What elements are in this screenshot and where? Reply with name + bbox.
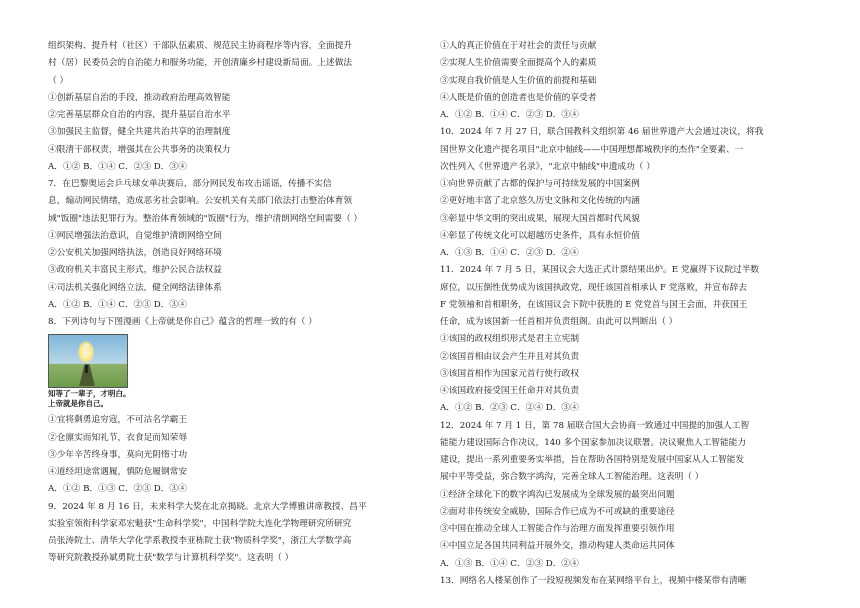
q10-stem-line: 10．2024 年 7 月 27 日，联合国教科文组织第 46 届世界遗产大会通过决议，将我 — [440, 127, 764, 138]
q11-option: ③该国首相作为国家元首行使行政权 — [440, 368, 579, 379]
q6-option: ②完善基层群众自治的内容，提升基层自治水平 — [48, 110, 231, 120]
q7-stem-line: 息，煽动网民情绪，造成恶劣社会影响。公安机关有关部门依法打击整治体育领 — [48, 196, 353, 207]
q9-option: ②实现人生价值需要全面提高个人的素质 — [440, 58, 597, 69]
q9-answer-choices: A．①② B．①④ C．②③ D．③④ — [440, 110, 579, 120]
cartoon-caption-line: 知等了一辈子，才明白。 — [48, 389, 131, 399]
q8-option: ④道经坦途常遇履，慎防危履钢常安 — [48, 467, 187, 477]
q12-option: ②面对非传统安全威胁，国际合作已成为不可或缺的重要途径 — [440, 506, 675, 517]
q7-option: ①网民增强法治意识，自觉维护清朗网络空间 — [48, 230, 222, 241]
q9-option: ①人的真正价值在于对社会的责任与贡献 — [440, 41, 597, 51]
q12-stem-line: 建设，提出一系列重要务实举措，旨在帮助各国特别是发展中国家从人工智能发 — [440, 455, 745, 465]
q9-stem-line: 员张涛院士、清华大学化学系教授李亚栋院士获"物质科学奖"，浙江大学数学高 — [48, 536, 352, 546]
q10-stem-line: 国世界文化遗产提名项目"北京中轴线——中国理想都城秩序的杰作"全要素、一 — [440, 144, 744, 155]
q6-stem-line: 组织架构、提升村（社区）干部队伍素质、规范民主协商程序等内容，全面提升 — [48, 41, 353, 51]
right-column — [440, 38, 785, 590]
q10-answer-choices: A．①③ B．①④ C．②③ D．②④ — [440, 248, 579, 258]
q10-option: ④彰显了传统文化可以超越历史条件，具有永恒价值 — [440, 230, 640, 241]
q10-option: ③彰显中华文明的突出成果，展现大国首都时代风貌 — [440, 213, 640, 224]
q8-answer-choices: A．①② B．①③ C．②③ D．③④ — [48, 484, 187, 495]
q8-option: ①宜将剩勇追穷寇，不可沽名学霸王 — [48, 415, 187, 426]
q6-stem-line: 村（居）民委员会的自治能力和服务功能，开创清廉乡村建设新局面。上述做法 — [48, 58, 353, 69]
q8-option: ②仓廪实而知礼节，衣食足而知荣辱 — [48, 432, 187, 443]
q10-option: ①向世界贡献了古都的保护与可持续发展的中国案例 — [440, 179, 640, 189]
q7-option: ②公安机关加强网络执法，创造良好网络环境 — [48, 248, 222, 258]
q11-option: ①该国的政权组织形式是君主立宪制 — [440, 334, 579, 345]
q12-stem-line: 展中平等受益，弥合数字鸿沟，完善全球人工智能治理。这表明（ ） — [440, 472, 704, 483]
q11-stem-line: 11．2024 年 7 月 5 日，某国议会大选正式计票结果出炉。E 党赢得下议院过半数 — [440, 265, 760, 276]
left-column — [48, 38, 393, 568]
cartoon-caption — [48, 389, 393, 409]
q10-option: ②更好地丰富了北京悠久历史文脉和文化传统的内涵 — [440, 196, 640, 207]
q7-answer-choices: A．①② B．①④ C．②③ D．③④ — [48, 299, 187, 310]
q12-stem-line: 能能力建设国际合作决议，140 多个国家参加决议联署。决议聚焦人工智能能力 — [440, 437, 747, 448]
q7-stem-line: 7．在巴黎奥运会乒乓球女单决赛后，部分网民发布攻击谣谣，传播不实信 — [48, 179, 332, 189]
q8-option: ③少年辛苦终身事，莫向光阴惰寸功 — [48, 449, 187, 460]
cartoon-image — [48, 334, 128, 388]
q11-stem-line: 席位，以压倒性优势成为该国执政党，现任该国首相承认 F 党落败，并宣布辞去 — [440, 282, 747, 293]
q9-stem-line: 9．2024 年 8 月 16 日，未来科学大奖在北京揭晓。北京大学博雅讲席教授、昌平 — [48, 501, 367, 512]
q12-option: ③中国在推动全球人工智能合作与治理方面发挥重要引领作用 — [440, 524, 675, 534]
q7-option: ③政府机关丰富民主形式，维护公民合法权益 — [48, 265, 222, 276]
q8-stem: 8．下列诗句与下图漫画《上帝就是你自己》蕴含的哲理一致的有（ ） — [48, 317, 317, 327]
q6-option: ④限清干部权责，增强其在公共事务的决策权力 — [48, 144, 231, 155]
q11-answer-choices: A．①② B．②③ C．②④ D．③④ — [440, 403, 579, 414]
q10-stem-line: 次性列入《世界遗产名录》，"北京中轴线"申遗成功（ ） — [440, 161, 655, 172]
q6-stem-line: （ ） — [48, 75, 69, 86]
q9-option: ④人既是价值的创造者也是价值的享受者 — [440, 92, 597, 103]
q12-option: ①经济全球化下的数字鸿沟已发展成为全球发展的最突出问题 — [440, 489, 675, 500]
cartoon-caption-line: 上帝就是你自己。 — [48, 399, 108, 409]
q12-option: ④中国立足各国共同利益开展外交，推动构建人类命运共同体 — [440, 541, 675, 552]
q11-option: ④该国政府接受国王任命并对其负责 — [440, 386, 579, 396]
q7-stem-line: 域"饭圈"违法犯罪行为。整治体育领域的"饭圈"行为，维护清朗网络空间需要（ ） — [48, 213, 363, 224]
q9-stem-line: 等研究院教授孙斌勇院士获"数学与计算机科学奖"。这表明（ ） — [48, 553, 294, 564]
q12-answer-choices: A．①③ B．①④ C．②③ D．②④ — [440, 558, 579, 569]
cartoon-figure — [84, 344, 89, 358]
q12-stem-line: 12．2024 年 7 月 1 日，第 78 届联合国大会协商一致通过中国提的加强人工智 — [440, 420, 750, 431]
q6-option: ①创新基层自治的手段，推动政府治理高效智能 — [48, 92, 231, 103]
q6-answer-choices: A．①② B．①④ C．②③ D．③④ — [48, 161, 187, 172]
q13-stem-line: 13．网络名人楼某创作了一段短视频发布在某网络平台上，视频中楼某带有清晰 — [440, 575, 747, 586]
q11-option: ②该国首相由议会产生并且对其负责 — [440, 351, 579, 362]
cartoon-walker — [85, 365, 88, 373]
q7-option: ④司法机关强化网络立法，健全网络法律体系 — [48, 282, 222, 293]
q6-option: ③加强民主监督，健全共建共治共享的治理制度 — [48, 127, 231, 138]
q9-option: ③实现自我价值是人生价值的前提和基础 — [440, 75, 597, 86]
q11-stem-line: 任命，成为该国新一任首相并负责组阁。由此可以判断出（ ） — [440, 317, 678, 327]
q9-stem-line: 实验室领衔科学家邓宏魁获"生命科学奖"，中国科学院大连化学物理研究所研究 — [48, 518, 352, 529]
q11-stem-line: F 党领袖和首相职务，在该国议会下院中获胜的 E 党党首与国王会面，并获国王 — [440, 299, 748, 310]
